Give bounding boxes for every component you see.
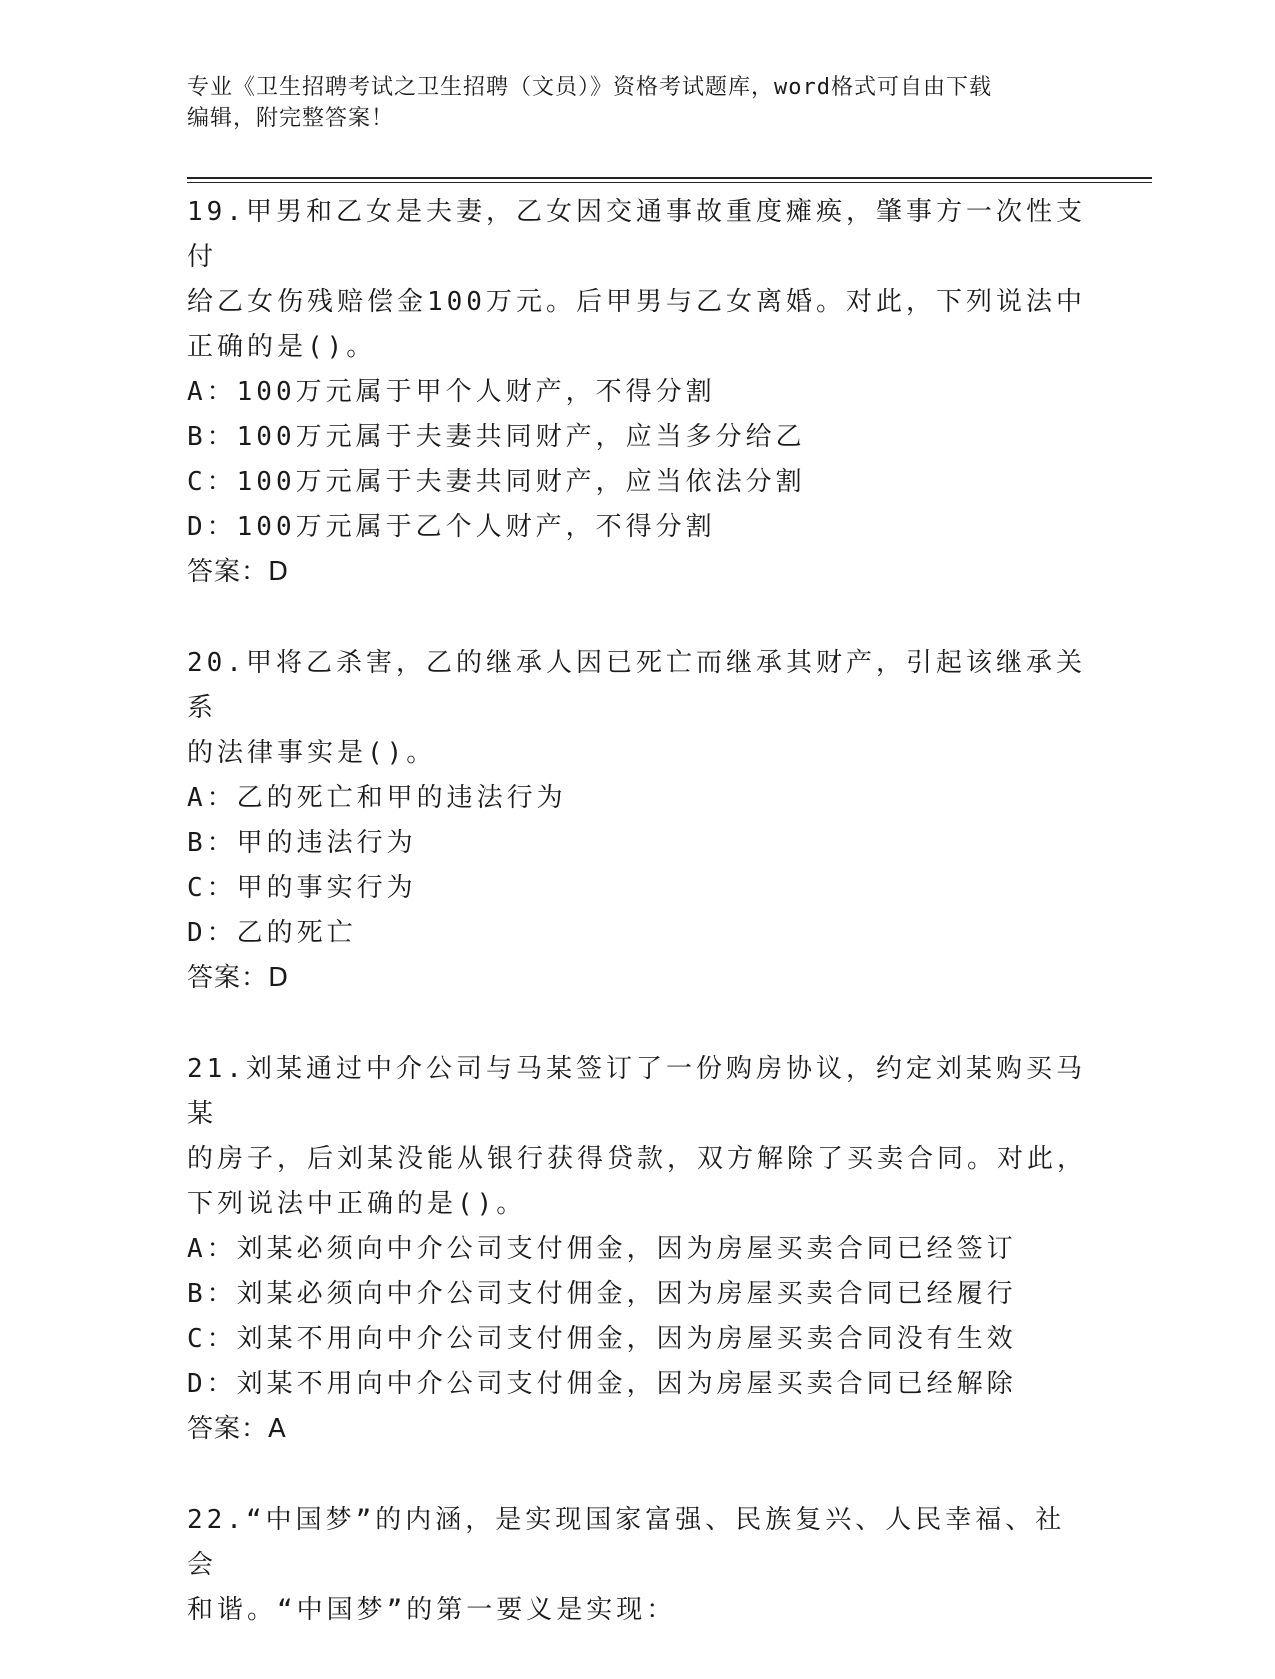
question-text-line: 20.甲将乙杀害，乙的继承人因已死亡而继承其财产，引起该继承关系: [187, 648, 1086, 723]
option-c: C：刘某不用向中介公司支付佣金，因为房屋买卖合同没有生效: [187, 1324, 1017, 1354]
answer-label: 答案：A: [187, 1414, 287, 1444]
question-text-line: 的法律事实是()。: [187, 738, 437, 768]
question-text-line: 19.甲男和乙女是夫妻，乙女因交通事故重度瘫痪，肇事方一次性支付: [187, 197, 1086, 272]
option-a: A：刘某必须向中介公司支付佣金，因为房屋买卖合同已经签订: [187, 1234, 1017, 1264]
question-text-line: 21.刘某通过中介公司与马某签订了一份购房协议，约定刘某购买马某: [187, 1054, 1086, 1129]
option-b: B：100万元属于夫妻共同财产，应当多分给乙: [187, 422, 806, 452]
question-list: [187, 190, 1087, 1679]
question-20: [187, 641, 1087, 1001]
answer-label: 答案：D: [187, 963, 290, 993]
question-text-line: 给乙女伤残赔偿金100万元。后甲男与乙女离婚。对此，下列说法中: [187, 287, 1086, 317]
option-a: A：100万元属于甲个人财产，不得分割: [187, 377, 716, 407]
question-22: [187, 1498, 1087, 1633]
option-c: C：100万元属于夫妻共同财产，应当依法分割: [187, 467, 806, 497]
option-c: C：甲的事实行为: [187, 873, 417, 903]
question-text-line: 的房子，后刘某没能从银行获得贷款，双方解除了买卖合同。对此，: [187, 1144, 1088, 1174]
header-line-1: 专业《卫生招聘考试之卫生招聘（文员）》资格考试题库，word格式可自由下载: [187, 75, 992, 100]
question-21: [187, 1047, 1087, 1452]
document-header: [187, 72, 1067, 134]
question-text-line: 22.“中国梦”的内涵，是实现国家富强、民族复兴、人民幸福、社会: [187, 1505, 1066, 1580]
question-text-line: 正确的是()。: [187, 332, 377, 362]
answer-label: 答案：D: [187, 557, 290, 587]
header-line-2: 编辑，附完整答案！: [187, 106, 395, 131]
question-text-line: 和谐。“中国梦”的第一要义是实现：: [187, 1595, 677, 1625]
option-d: D：乙的死亡: [187, 918, 357, 948]
option-d: D：100万元属于乙个人财产，不得分割: [187, 512, 716, 542]
option-b: B：甲的违法行为: [187, 828, 417, 858]
header-divider-thin: [187, 182, 1152, 183]
option-a: A：乙的死亡和甲的违法行为: [187, 783, 567, 813]
question-19: [187, 190, 1087, 595]
option-b: B：刘某必须向中介公司支付佣金，因为房屋买卖合同已经履行: [187, 1279, 1017, 1309]
question-text-line: 下列说法中正确的是()。: [187, 1189, 527, 1219]
option-d: D：刘某不用向中介公司支付佣金，因为房屋买卖合同已经解除: [187, 1369, 1017, 1399]
header-divider-thick: [187, 177, 1152, 179]
